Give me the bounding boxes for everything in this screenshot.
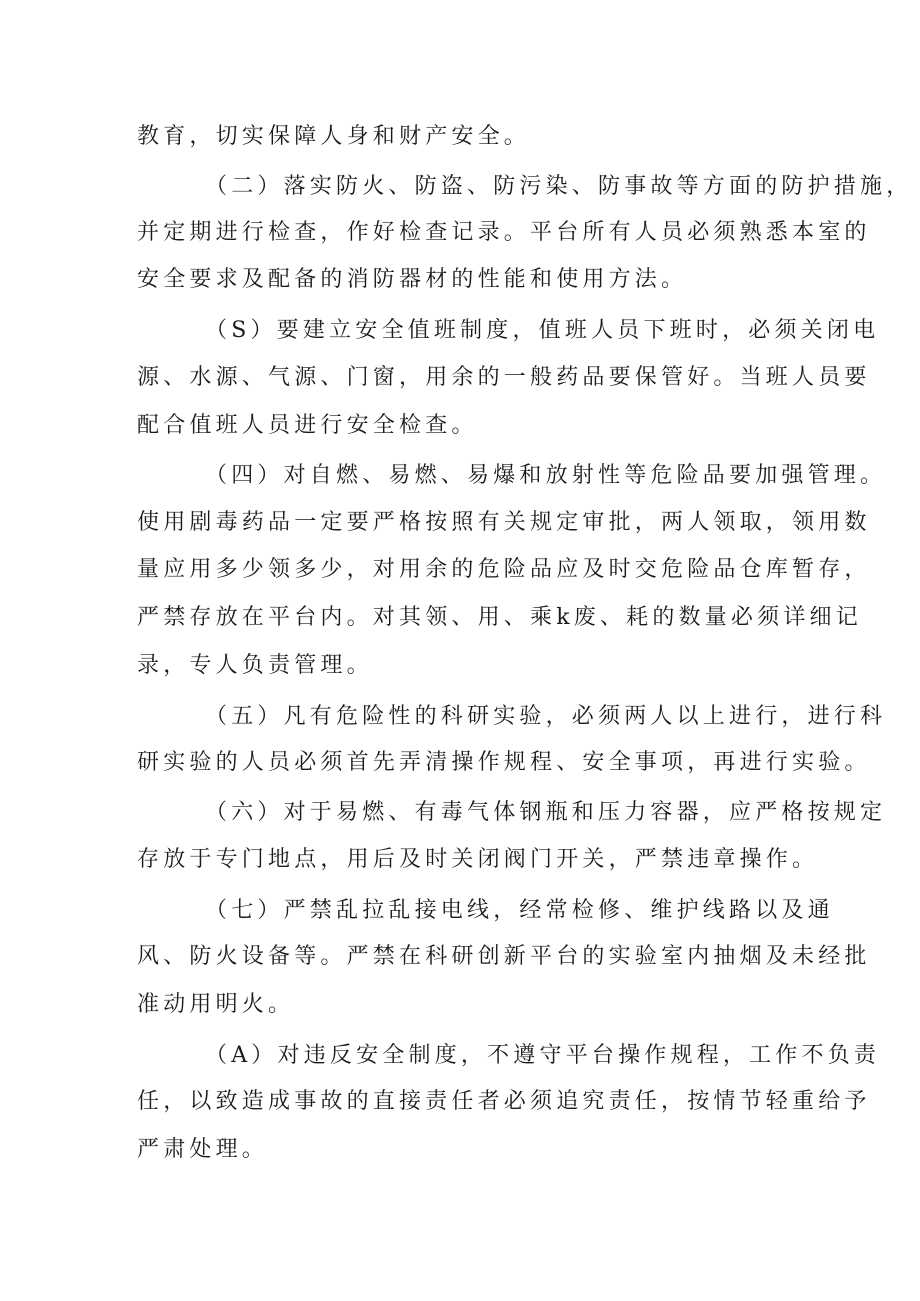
text-line: 配合值班人员进行安全检查。 xyxy=(137,413,478,438)
text-line: 量应用多少领多少，对用余的危险品应及时交危险品仓库暂存， xyxy=(137,557,871,582)
text-line: （A）对违反安全制度，不遵守平台操作规程，工作不负责 xyxy=(205,1043,881,1068)
text-line: 源、水源、气源、门窗，用余的一般药品要保管好。当班人员要 xyxy=(137,365,871,390)
text-line: 任，以致造成事故的直接责任者必须追究责任，按情节轻重给予 xyxy=(137,1089,871,1114)
text-line: 录，专人负责管理。 xyxy=(137,653,373,678)
text-line: 严肃处理。 xyxy=(137,1137,269,1162)
text-line: 使用剧毒药品一定要严格按照有关规定审批，两人领取，领用数 xyxy=(137,510,871,535)
text-line: 严禁存放在平台内。对其领、用、乘k废、耗的数量必须详细记 xyxy=(137,605,862,630)
text-line: 存放于专门地点，用后及时关闭阀门开关，严禁违章操作。 xyxy=(137,847,819,872)
text-line: （五）凡有危险性的科研实验，必须两人以上进行，进行科 xyxy=(205,704,887,729)
text-line: 教育，切实保障人身和财产安全。 xyxy=(137,124,531,149)
text-line: （六）对于易燃、有毒气体钢瓶和压力容器，应严格按规定 xyxy=(205,800,887,825)
text-line: 准动用明火。 xyxy=(137,992,295,1017)
text-line: （S）要建立安全值班制度，值班人员下班时，必须关闭电 xyxy=(205,318,880,343)
text-line: （七）严禁乱拉乱接电线，经常检修、维护线路以及通 xyxy=(205,898,834,923)
text-line: 风、防火设备等。严禁在科研创新平台的实验室内抽烟及未经批 xyxy=(137,944,871,969)
text-line: （二）落实防火、防盗、防污染、防事故等方面的防护措施， xyxy=(205,174,913,199)
text-line: 安全要求及配备的消防器材的性能和使用方法。 xyxy=(137,267,688,292)
text-line: 研实验的人员必须首先弄清操作规程、安全事项，再进行实验。 xyxy=(137,750,871,775)
text-line: 并定期进行检查，作好检查记录。平台所有人员必须熟悉本室的 xyxy=(137,220,871,245)
text-line: （四）对自燃、易燃、易爆和放射性等危险品要加强管理。 xyxy=(205,463,887,488)
